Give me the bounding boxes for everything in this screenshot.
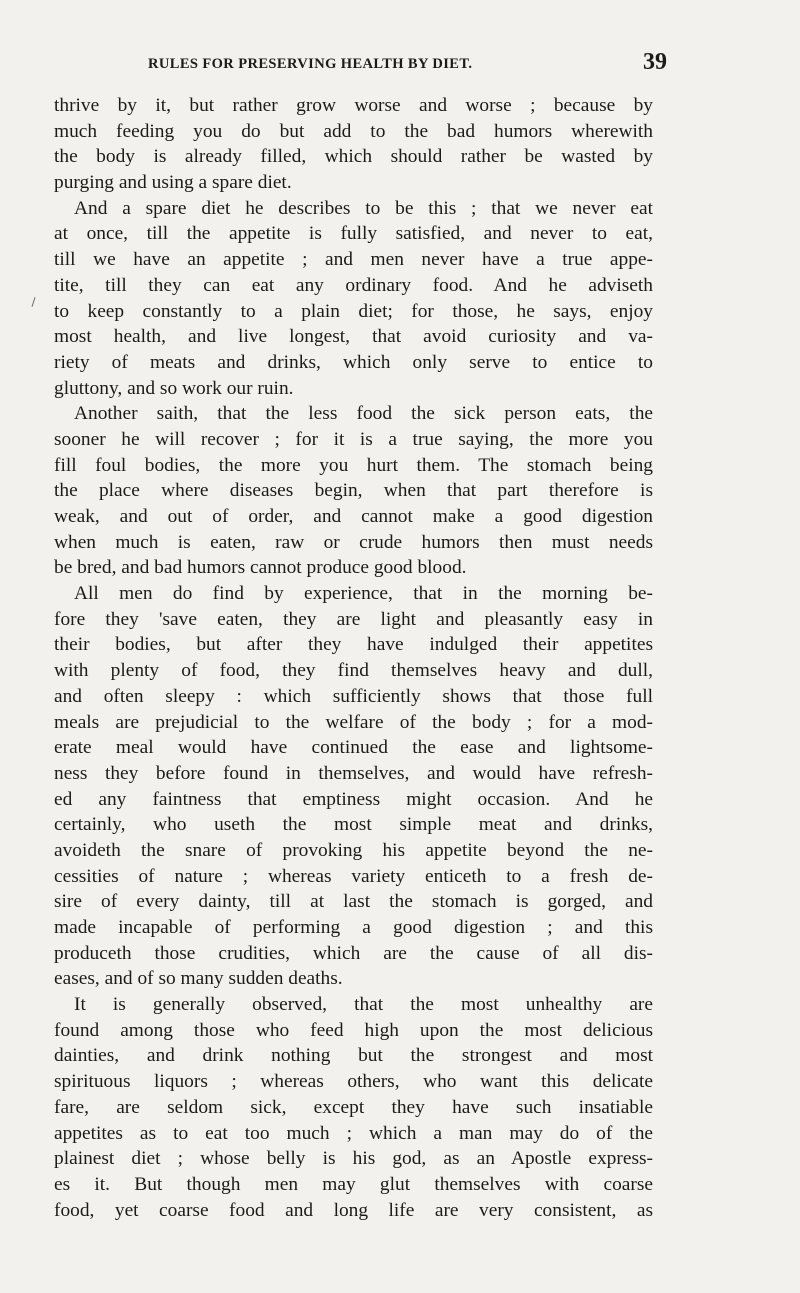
text-line: plainest diet ; whose belly is his god, as an Apostle express- xyxy=(54,1148,653,1170)
text-line: spirituous liquors ; whereas others, who want this delicate xyxy=(54,1071,653,1093)
text-line: fare, are seldom sick, except they have such insatiable xyxy=(54,1096,653,1118)
text-line: ness they before found in themselves, and would have refresh- xyxy=(54,762,653,784)
text-line: avoideth the snare of provoking his appetite beyond the ne- xyxy=(54,839,653,861)
text-line: when much is eaten, raw or crude humors then must needs xyxy=(54,531,653,553)
text-line: ed any faintness that emptiness might occasion. And he xyxy=(54,788,653,810)
text-line: the place where diseases begin, when that part therefore is xyxy=(54,480,653,502)
page-number: 39 xyxy=(643,49,667,75)
text-line: made incapable of performing a good digestion ; and this xyxy=(54,917,653,938)
text-line: It is generally observed, that the most unhealthy are xyxy=(74,994,653,1016)
text-line: much feeding you do but add to the bad humors wherewith xyxy=(54,120,653,142)
text-line: And a spare diet he describes to be this ; that we never eat xyxy=(74,197,653,219)
text-line: riety of meats and drinks, which only serve to entice to xyxy=(54,351,653,373)
text-line: till we have an appetite ; and men never have a true appe- xyxy=(54,249,653,271)
text-line: eases, and of so many sudden deaths. xyxy=(54,968,343,990)
text-line: dainties, and drink nothing but the strongest and most xyxy=(54,1045,653,1067)
running-title: RULES FOR PRESERVING HEALTH BY DIET. xyxy=(148,56,473,72)
text-line: to keep constantly to a plain diet; for those, he says, enjoy xyxy=(54,300,653,322)
text-line: sooner he will recover ; for it is a true saying, the more you xyxy=(54,428,653,450)
text-line: es it. But though men may glut themselves with coarse xyxy=(54,1173,653,1195)
text-line: their bodies, but after they have indulged their appetites xyxy=(54,634,653,656)
text-line: fore they 'save eaten, they are light and pleasantly easy in xyxy=(54,608,653,630)
text-line: be bred, and bad humors cannot produce good blood. xyxy=(54,557,467,579)
text-line: food, yet coarse food and long life are very consistent, as xyxy=(54,1199,653,1221)
text-line: the body is already filled, which should rather be wasted by xyxy=(54,146,653,168)
text-line: produceth those crudities, which are the cause of all dis- xyxy=(54,942,653,964)
text-line: found among those who feed high upon the most delicious xyxy=(54,1019,653,1041)
text-line: thrive by it, but rather grow worse and worse ; because by xyxy=(54,95,653,116)
text-line: Another saith, that the less food the sick person eats, the xyxy=(74,403,653,425)
text-line: cessities of nature ; whereas variety enticeth to a fresh de- xyxy=(54,865,653,887)
text-line: erate meal would have continued the ease and lightsome- xyxy=(54,737,653,759)
text-line: weak, and out of order, and cannot make a good digestion xyxy=(54,506,653,527)
text-line: gluttony, and so work our ruin. xyxy=(54,377,294,399)
text-line: purging and using a spare diet. xyxy=(54,172,292,194)
text-line: most health, and live longest, that avoid curiosity and va- xyxy=(54,326,653,348)
text-line: All men do find by experience, that in the morning be- xyxy=(74,583,653,605)
margin-mark xyxy=(31,297,35,307)
text-line: with plenty of food, they find themselves heavy and dull, xyxy=(54,660,653,682)
text-line: at once, till the appetite is fully satisfied, and never to eat, xyxy=(54,223,653,245)
text-line: meals are prejudicial to the welfare of the body ; for a mod- xyxy=(54,711,653,733)
text-line: certainly, who useth the most simple meat and drinks, xyxy=(54,814,653,836)
text-line: tite, till they can eat any ordinary food. And he adviseth xyxy=(54,274,653,296)
text-line: sire of every dainty, till at last the stomach is gorged, and xyxy=(54,891,653,913)
body-text xyxy=(54,93,653,1223)
text-line: appetites as to eat too much ; which a man may do of the xyxy=(54,1122,653,1144)
text-line: and often sleepy : which sufficiently shows that those full xyxy=(54,685,653,707)
text-line: fill foul bodies, the more you hurt them. The stomach being xyxy=(54,454,653,476)
